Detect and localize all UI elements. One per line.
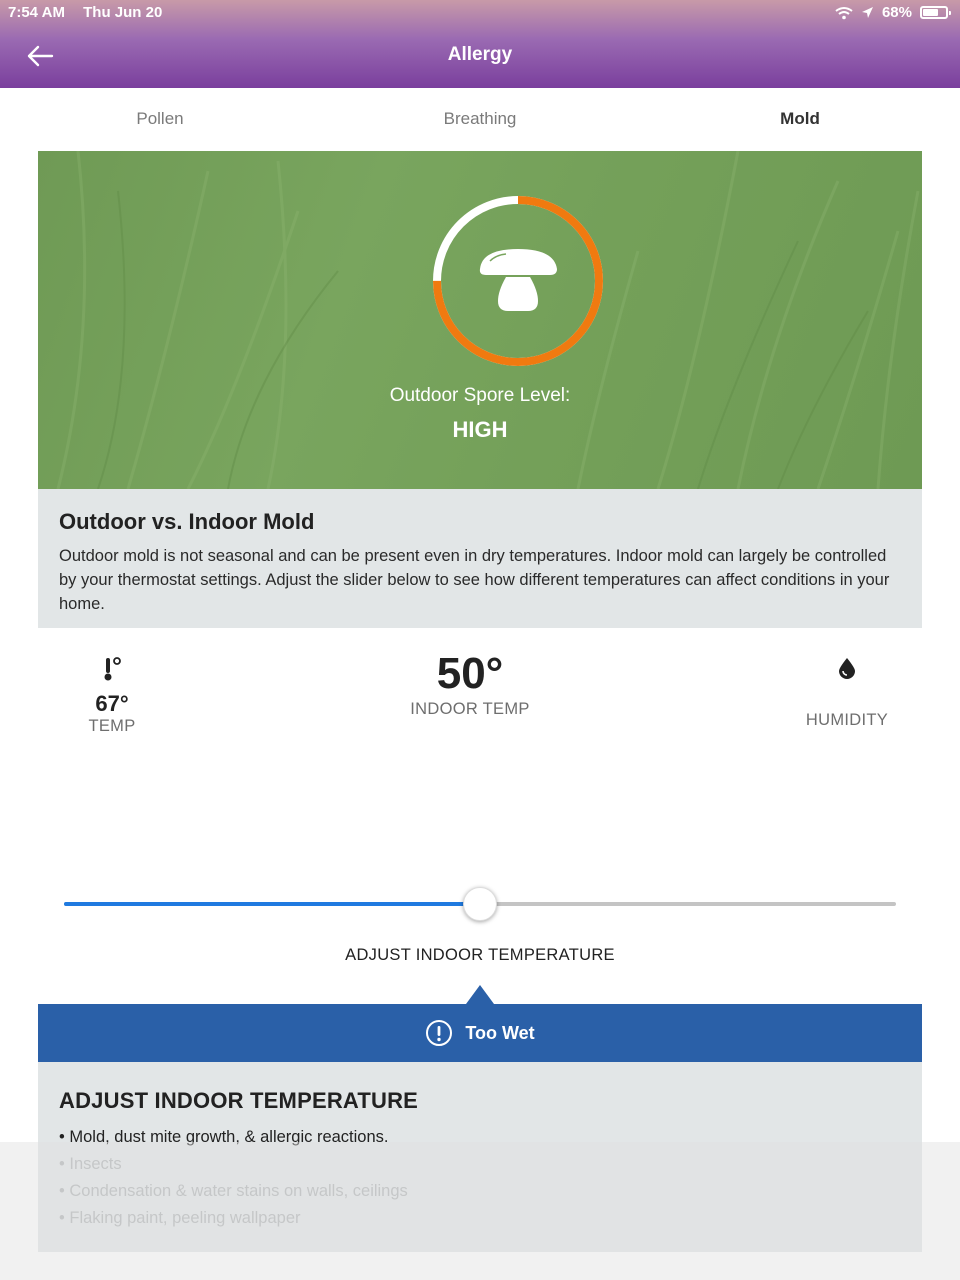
spore-level-value: HIGH	[452, 417, 508, 442]
condition-pointer	[466, 985, 494, 1004]
spore-level-label: Outdoor Spore Level:	[389, 385, 571, 406]
humidity-label: HUMIDITY	[805, 711, 889, 729]
tab-mold[interactable]: Mold	[780, 109, 820, 128]
app-header	[0, 0, 960, 88]
slider-thumb[interactable]	[463, 887, 497, 921]
spore-gauge	[430, 193, 606, 369]
effects-title: ADJUST INDOOR TEMPERATURE	[59, 1088, 419, 1113]
indoor-temp-label: INDOOR TEMP	[410, 700, 530, 718]
outdoor-temp-stat	[62, 656, 162, 736]
status-bar	[0, 0, 960, 26]
condition-text: Too Wet	[465, 1022, 535, 1043]
battery-percent: 68%	[881, 4, 912, 21]
slider-fill	[64, 902, 480, 906]
alert-icon	[425, 1019, 453, 1047]
page-title: Allergy	[447, 44, 513, 65]
info-title: Outdoor vs. Indoor Mold	[59, 509, 315, 534]
effect-item: • Insects	[59, 1155, 122, 1173]
effect-item: • Mold, dust mite growth, & allergic reactions.	[59, 1128, 389, 1146]
info-text: Outdoor mold is not seasonal and can be present even in dry temperatures. Indoor mold can largely be controlled by your thermostat settings. Adjust the slider below to see how different temperatures can affect conditions in your home.	[59, 547, 890, 613]
humidity-stat	[790, 656, 904, 730]
tab-bar	[0, 88, 960, 150]
status-date: Thu Jun 20	[83, 4, 163, 21]
indoor-temp-slider[interactable]	[64, 886, 896, 922]
outdoor-temp-value: 67°	[95, 691, 129, 716]
mushroom-icon	[480, 249, 557, 311]
effect-item: • Flaking paint, peeling wallpaper	[59, 1209, 301, 1227]
indoor-temp-stat	[380, 648, 560, 719]
tab-pollen[interactable]: Pollen	[136, 109, 184, 128]
status-time: 7:54 AM	[8, 4, 65, 21]
indoor-temp-value: 50°	[436, 649, 504, 698]
spore-hero	[38, 151, 922, 489]
wifi-icon	[835, 6, 853, 20]
outdoor-temp-label: TEMP	[88, 717, 136, 735]
condition-banner	[38, 1004, 922, 1062]
thermometer-icon	[101, 656, 123, 682]
battery-icon	[920, 6, 948, 19]
drop-icon	[837, 656, 857, 680]
location-icon	[861, 6, 874, 19]
effect-item: • Condensation & water stains on walls, ceilings	[59, 1182, 408, 1200]
tab-breathing[interactable]: Breathing	[443, 109, 517, 128]
effects-card	[38, 1062, 922, 1252]
effects-list	[59, 1124, 901, 1232]
info-card	[38, 489, 922, 628]
slider-label: ADJUST INDOOR TEMPERATURE	[345, 946, 615, 964]
